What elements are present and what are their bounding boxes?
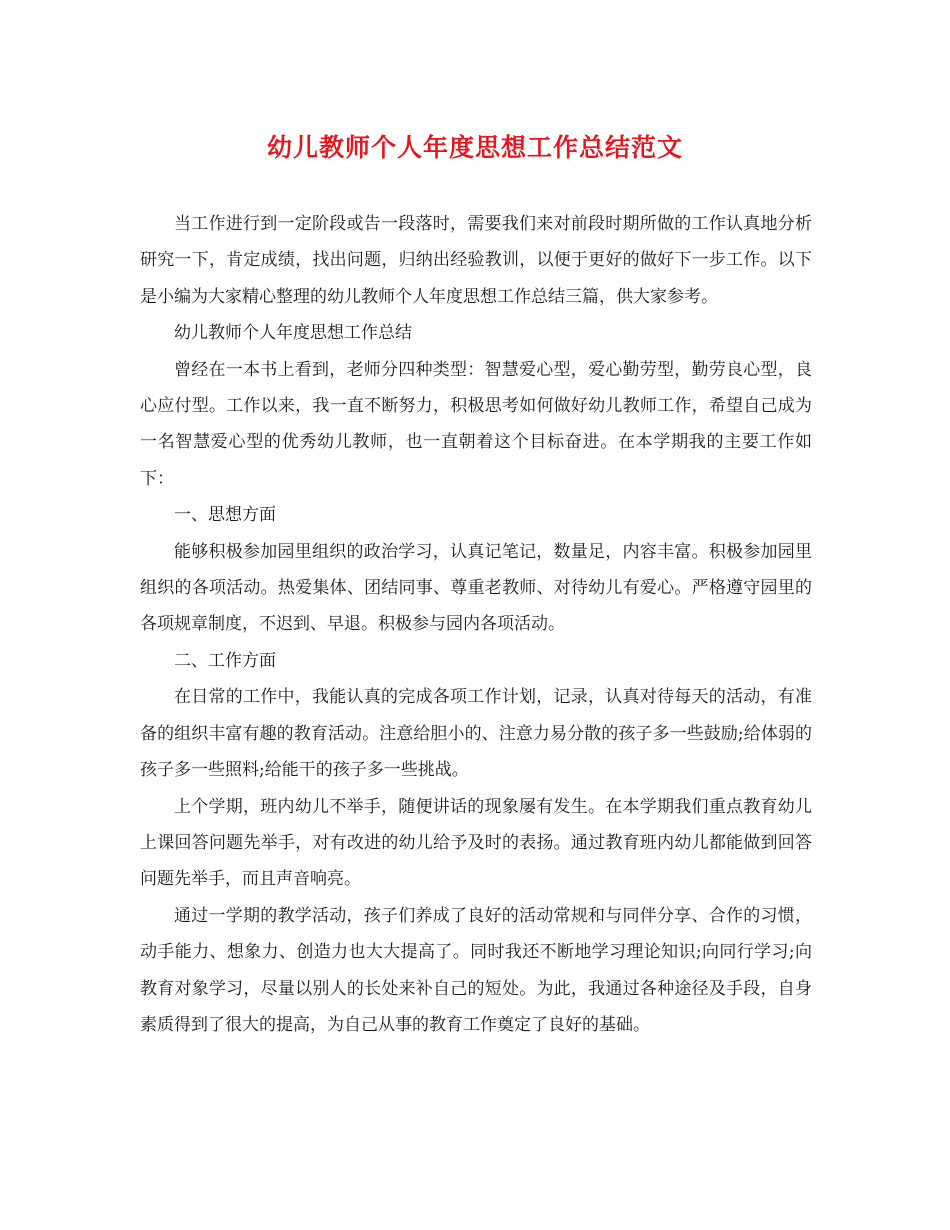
paragraph-teacher-types: 曾经在一本书上看到，老师分四种类型：智慧爱心型，爱心勤劳型，勤劳良心型，良心应付型。工作以来，我一直不断努力，积极思考如何做好幼儿教师工作，希望自己成为一名智慧爱心型的优秀幼儿教师，也一直朝着这个目标奋进。在本学期我的主要工作如下： bbox=[140, 359, 812, 489]
document-title: 幼儿教师个人年度思想工作总结范文 bbox=[266, 133, 683, 162]
paragraph-work-results: 通过一学期的教学活动，孩子们养成了良好的活动常规和与同伴分享、合作的习惯，动手能力、想象力、创造力也大大提高了。同时我还不断地学习理论知识;向同行学习;向教育对象学习，尽量以别人的长处来补自己的短处。为此，我通过各种途径及手段，自身素质得到了很大的提高，为自己从事的教育工作奠定了良好的基础。 bbox=[140, 905, 812, 1035]
intro-paragraph: 当工作进行到一定阶段或告一段落时，需要我们来对前段时期所做的工作认真地分析研究一下，肯定成绩，找出问题，归纳出经验教训，以便于更好的做好下一步工作。以下是小编为大家精心整理的幼儿教师个人年度思想工作总结三篇，供大家参考。 bbox=[140, 214, 812, 307]
section-heading-work: 二、工作方面 bbox=[174, 650, 276, 671]
document-body bbox=[140, 206, 812, 1043]
section-heading-thought: 一、思想方面 bbox=[174, 505, 276, 526]
paragraph-work-semester: 上个学期，班内幼儿不举手，随便讲话的现象屡有发生。在本学期我们重点教育幼儿上课回答问题先举手，对有改进的幼儿给予及时的表扬。通过教育班内幼儿都能做到回答问题先举手，而且声音响亮。 bbox=[140, 796, 812, 890]
paragraph-work-daily: 在日常的工作中，我能认真的完成各项工作计划，记录，认真对待每天的活动，有准备的组织丰富有趣的教育活动。注意给胆小的、注意力易分散的孩子多一些鼓励;给体弱的孩子多一些照料;给能干的孩子多一些挑战。 bbox=[140, 687, 812, 781]
paragraph-thought: 能够积极参加园里组织的政治学习，认真记笔记，数量足，内容丰富。积极参加园里组织的各项活动。热爱集体、团结同事、尊重老教师、对待幼儿有爱心。严格遵守园里的各项规章制度，不迟到、早退。积极参与园内各项活动。 bbox=[140, 541, 812, 635]
section-heading-summary: 幼儿教师个人年度思想工作总结 bbox=[174, 323, 412, 344]
